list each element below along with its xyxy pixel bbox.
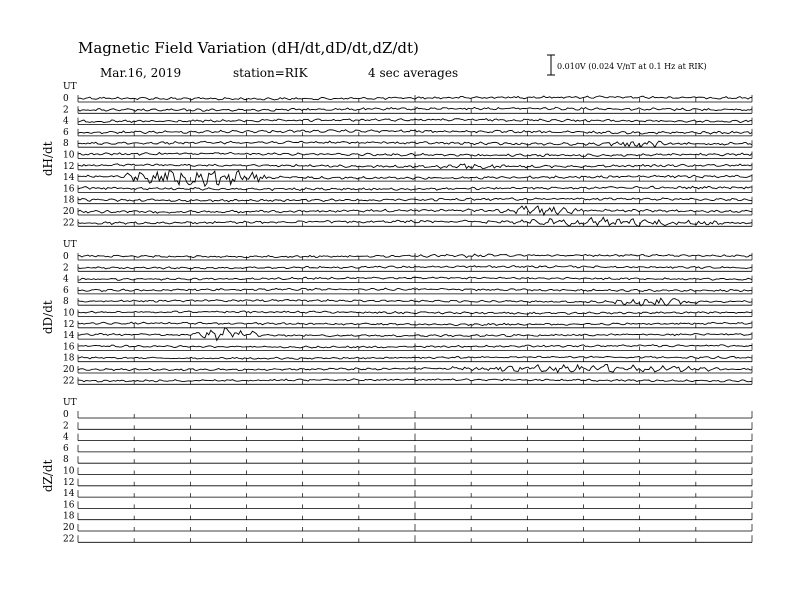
trace-row [63, 252, 752, 262]
trace-row [63, 105, 752, 115]
trace-row [63, 139, 752, 149]
signal-trace [78, 171, 752, 187]
hour-tick-label: 22 [63, 218, 75, 229]
hour-tick-label: 10 [63, 308, 75, 319]
hour-tick-label: 6 [63, 127, 69, 138]
averaging-label: 4 sec averages [368, 66, 459, 80]
hour-tick-label: 4 [63, 116, 69, 127]
trace-row [63, 500, 752, 510]
trace-row [63, 523, 752, 533]
trace-row [63, 410, 752, 420]
hour-tick-label: 18 [63, 511, 75, 522]
trace-row [63, 364, 752, 375]
trace-row [63, 286, 752, 296]
trace-row [63, 320, 752, 330]
trace-row [63, 478, 752, 488]
hour-tick-label: 16 [63, 342, 75, 353]
panel-ylabel: dZ/dt [41, 459, 55, 493]
hour-tick-label: 12 [63, 319, 75, 330]
trace-row [63, 162, 752, 172]
panel-dd-dt [41, 240, 752, 386]
hour-tick-label: 18 [63, 195, 75, 206]
panel-ylabel: dD/dt [41, 300, 55, 335]
ut-label: UT [63, 82, 77, 92]
hour-tick-label: 2 [63, 421, 69, 432]
trace-row [63, 117, 752, 127]
hour-tick-label: 22 [63, 376, 75, 387]
hour-tick-label: 2 [63, 105, 69, 116]
hour-tick-label: 12 [63, 161, 75, 172]
hour-tick-label: 6 [63, 443, 69, 454]
hour-tick-label: 10 [63, 466, 75, 477]
hour-tick-label: 12 [63, 477, 75, 488]
panel-dz-dt [41, 398, 752, 544]
trace-row [63, 171, 752, 187]
trace-row [63, 94, 752, 104]
hour-tick-label: 0 [63, 410, 69, 420]
scale-bar [547, 55, 707, 75]
hour-tick-label: 8 [63, 455, 69, 466]
trace-row [63, 309, 752, 319]
hour-tick-label: 18 [63, 353, 75, 364]
trace-row [63, 263, 752, 273]
hour-tick-label: 0 [63, 252, 69, 262]
ut-label: UT [63, 240, 77, 250]
trace-row [63, 467, 752, 477]
hour-tick-label: 14 [63, 489, 75, 500]
hour-tick-label: 20 [63, 365, 75, 375]
hour-tick-label: 10 [63, 150, 75, 161]
hour-tick-label: 0 [63, 94, 69, 104]
trace-row [63, 376, 752, 386]
trace-row [63, 534, 752, 544]
hour-tick-label: 4 [63, 432, 69, 443]
trace-row [63, 297, 752, 307]
hour-tick-label: 6 [63, 285, 69, 296]
trace-row [63, 433, 752, 443]
hour-tick-label: 4 [63, 274, 69, 285]
trace-row [63, 421, 752, 431]
ut-label: UT [63, 398, 77, 408]
hour-tick-label: 8 [63, 139, 69, 150]
trace-row [63, 455, 752, 465]
hour-tick-label: 20 [63, 207, 75, 217]
trace-row [63, 275, 752, 285]
panels-group [41, 82, 752, 544]
trace-row [63, 354, 752, 364]
trace-row [63, 328, 752, 341]
hour-tick-label: 14 [63, 331, 75, 342]
trace-row [63, 206, 752, 217]
hour-tick-label: 20 [63, 523, 75, 533]
trace-row [63, 151, 752, 161]
trace-row [63, 342, 752, 352]
date-label: Mar.16, 2019 [100, 66, 182, 80]
scale-bar-label: 0.010V (0.024 V/nT at 0.1 Hz at RIK) [557, 62, 707, 71]
chart-title: Magnetic Field Variation (dH/dt,dD/dt,dZ/dt) [78, 39, 419, 57]
trace-row [63, 196, 752, 206]
trace-row [63, 489, 752, 499]
panel-ylabel: dH/dt [41, 141, 55, 177]
trace-row [63, 128, 752, 138]
panel-dh-dt [41, 82, 752, 228]
trace-row [63, 444, 752, 454]
trace-row [63, 184, 752, 194]
hour-tick-label: 8 [63, 297, 69, 308]
trace-row [63, 512, 752, 522]
hour-tick-label: 16 [63, 500, 75, 511]
hour-tick-label: 2 [63, 263, 69, 274]
hour-tick-label: 16 [63, 184, 75, 195]
hour-tick-label: 14 [63, 173, 75, 184]
hour-tick-label: 22 [63, 534, 75, 545]
station-label: station=RIK [233, 66, 308, 80]
trace-row [63, 217, 752, 228]
